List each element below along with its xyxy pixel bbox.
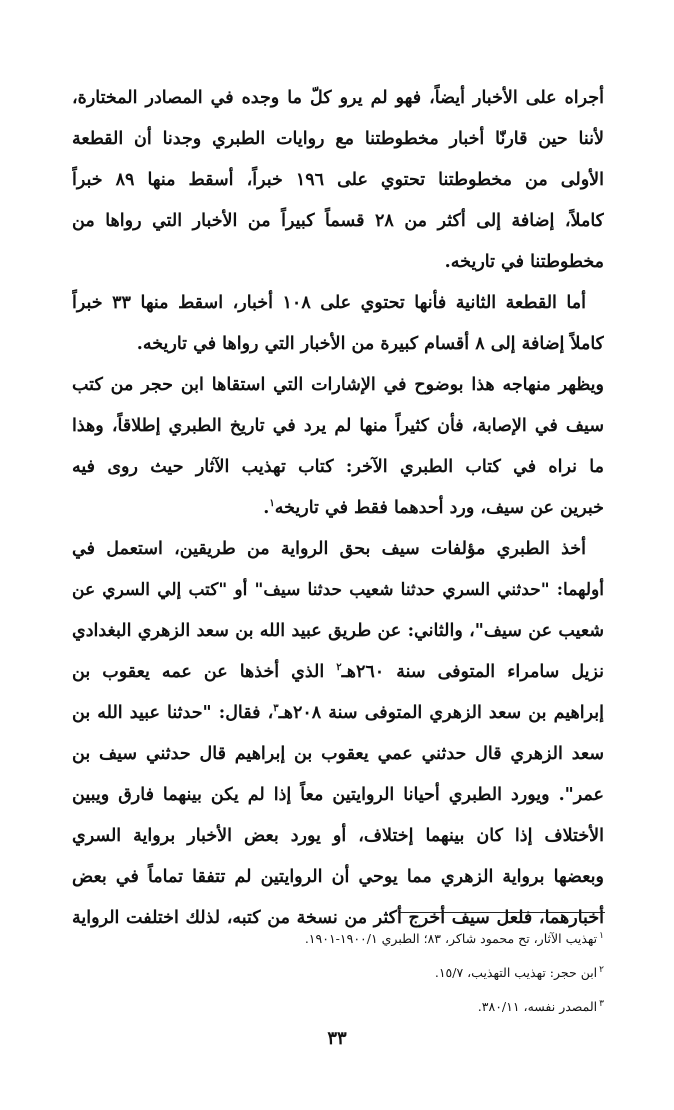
line-text-tail: الذي أخذها عن عمه يعقوب بن [72,662,337,682]
text-line: سعد الزهري قال حدثني عمي يعقوب بن إبراهيم قال حدثني سيف بن [72,744,604,764]
footnote-number: ٢ [599,964,604,975]
text-line [72,488,604,529]
footnote-ref: ١ [269,498,275,510]
footnotes [84,922,604,1024]
text-line: كاملاً إضافة إلى ٨ أقسام كبيرة من الأخبار التي رواها في تاريخه. [136,334,604,354]
line-text-tail: ، فقال: "حدثنا عبيد الله بن [72,703,274,723]
footnote-text: المصدر نفسه، ٣٨٠/١١. [477,999,598,1014]
text-line: أولهما: "حدثني السري حدثنا شعيب حدثنا سيف" أو "كتب إلي السري عن [72,580,604,600]
footnote-text: ابن حجر: تهذيب التهذيب، ١٥/٧. [434,965,598,980]
text-line: أخبارهما، فلعل سيف أخرج أكثر من نسخة من كتبه، لذلك اختلفت الرواية [72,908,604,928]
text-line [72,693,604,734]
text-line: أخذ الطبري مؤلفات سيف بحق الرواية من طريقين، استعمل في [72,539,586,559]
footnote-divider [398,912,605,913]
text-line: الأولى من مخطوطتنا تحتوي على ١٩٦ خبراً، أسقط منها ٨٩ خبراً [72,170,604,190]
text-line: عمر". ويورد الطبري أحيانا الروايتين معاً إذا لم يكن بينهما فارق ويبين [72,785,604,805]
text-line: شعيب عن سيف"، والثاني: عن طريق عبيد الله بن سعد الزهري البغدادي [72,621,604,641]
footnote [84,990,604,1024]
page-body [72,78,604,939]
text-line: سيف في الإصابة، فأن كثيراً منها لم يرد في تاريخ الطبري إطلاقاً، وهذا [72,416,604,436]
footnote [84,922,604,956]
text-line: لأننا حين قارنّا أخبار مخطوطتنا مع روايات الطبري وجدنا أن القطعة [72,129,604,149]
footnote [84,956,604,990]
line-text: نزيل سامراء المتوفى سنة ٢٦٠هـ [341,662,604,682]
text-line: أما القطعة الثانية فأنها تحتوي على ١٠٨ أخبار، اسقط منها ٣٣ خبراً [72,293,586,313]
footnote-text: تهذيب الآثار، تح محمود شاكر، ٨٣؛ الطبري ١٩٠٠/١-١٩٠١. [304,931,598,946]
text-line: كاملاً، إضافة إلى أكثر من ٢٨ قسماً كبيراً من الأخبار التي رواها من [72,211,604,231]
text-line: مخطوطتنا في تاريخه. [444,252,604,272]
text-line: أجراه على الأخبار أيضاً، فهو لم يرو كلّ ما وجده في المصادر المختارة، [72,88,604,108]
line-text: خبرين عن سيف، ورد أحدهما فقط في تاريخه [274,498,604,518]
footnote-ref: ٢ [336,662,342,674]
text-line: وبعضها برواية الزهري مما يوحي أن الروايتين لم تتفقا تماماً في بعض [72,867,604,887]
line-text: إبراهيم بن سعد الزهري المتوفى سنة ٢٠٨هـ [278,703,604,723]
text-line: ما نراه في كتاب الطبري الآخر: كتاب تهذيب الآثار حيث روى فيه [72,457,604,477]
text-line: ويظهر منهاجه هذا بوضوح في الإشارات التي استقاها ابن حجر من كتب [72,375,604,395]
footnote-number: ٣ [599,998,604,1009]
page-number: ٣٣ [327,1028,347,1049]
text-line [72,652,604,693]
footnote-number: ١ [599,930,604,941]
footnote-ref: ٣ [273,703,279,715]
line-end: . [263,498,270,518]
text-line: الأختلاف إذا كان بينهما إختلاف، أو يورد بعض الأخبار برواية السري [72,826,604,846]
